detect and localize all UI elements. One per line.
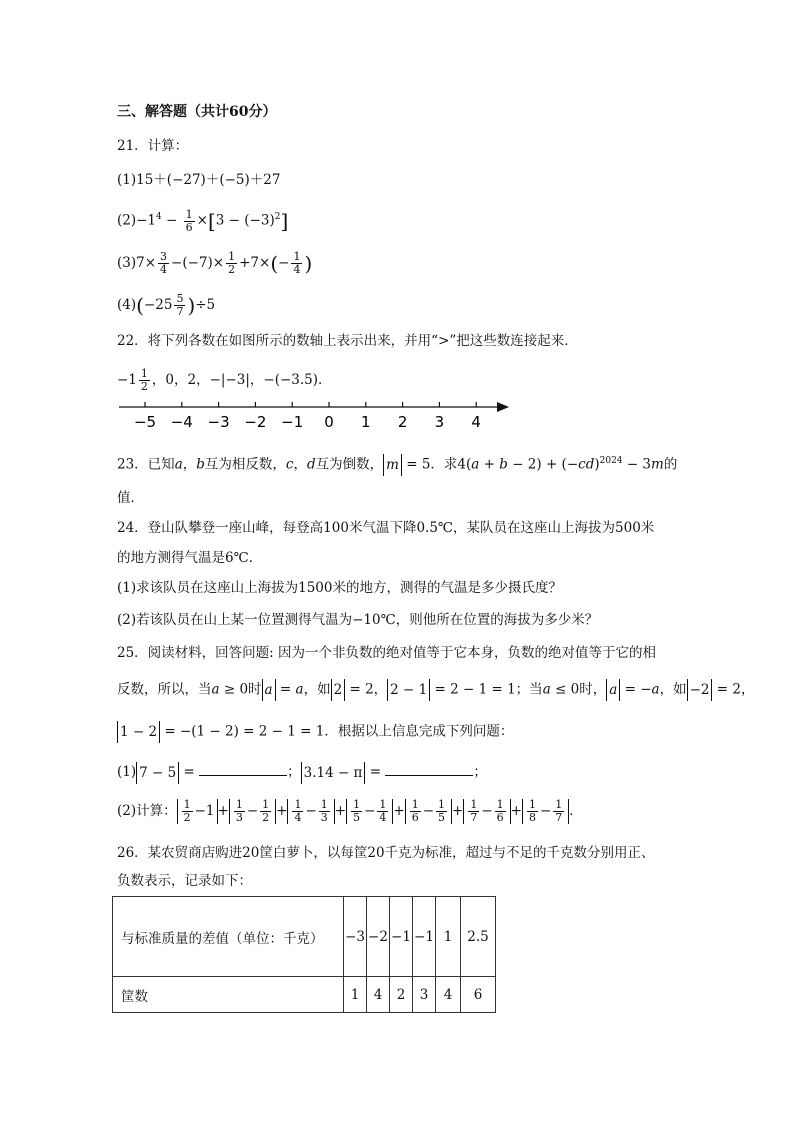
q26-line-1: 26．某农贸商店购进20筐白萝卜，以每筐20千克为标准，超过与不足的千克数分别用正、 xyxy=(117,845,655,861)
tick-label: −2 xyxy=(244,413,267,431)
table-cell: −1 xyxy=(413,897,436,977)
q26-line-2: 负数表示，记录如下： xyxy=(117,873,252,889)
q22-stem: 22．将下列各数在如图所示的数轴上表示出来，并用“>”把这些数连接起来． xyxy=(117,333,578,349)
tick-label: −3 xyxy=(207,413,230,431)
tick-label: 1 xyxy=(361,413,371,431)
tick-label: −5 xyxy=(133,413,157,431)
abs-term: $\frac{1}{2}$ −1 xyxy=(177,799,218,824)
q24-line-2: 的地方测得气温是6℃． xyxy=(117,550,263,566)
q25-line-1: 25．阅读材料，回答问题: 因为一个非负数的绝对值等于它本身，负数的绝对值等于它的相 xyxy=(117,645,657,661)
abs-term: $\frac{1}{3}$ − $\frac{1}{2}$ xyxy=(229,799,276,824)
q21-item-3: (3)7× $\frac{3}{4}$ −(−7)× $\frac{1}{2}$ +7×(− $\frac{1}{4}$ ) xyxy=(117,250,313,276)
section-title: 三、解答题（共计60分） xyxy=(117,104,277,120)
q25-part-2: (2)计算： $\frac{1}{2}$ −1 + $\frac{1}{3}$ − $\frac{1}{2}$ + $\frac{1}{4}$ − $\frac{1}{3}$ + $\frac{1}{5}$ − $\frac{1}{4}$ + $\frac{1}{6}$ − $\frac{1}{5}$ + $\frac{1}{7}$ − $\frac{1}{6}$ + $\frac{1}{8}$ − $\frac{1}{7}$ ． xyxy=(117,798,583,824)
table-row xyxy=(113,977,496,1013)
row-header: 与标准质量的差值（单位：千克） xyxy=(113,897,344,977)
table-cell: −2 xyxy=(367,897,390,977)
answer-blank-1[interactable] xyxy=(199,761,287,776)
tick-label: 4 xyxy=(471,413,481,431)
q25-part-1: (1) 7 − 5 = ； 3.14 − π = ； xyxy=(117,761,487,784)
row-header: 筐数 xyxy=(113,977,344,1013)
tick-label: −4 xyxy=(170,413,193,431)
table-cell: 3 xyxy=(413,977,436,1013)
table-cell: 6 xyxy=(461,977,496,1013)
q21-item-2: $(2)-1^4$ − $\frac{1}{6}$ $\times[3 - (-3)^2]$ xyxy=(117,207,289,234)
q25-line-3: 1 − 2 = −(1 − 2) = 2 − 1 = 1．根据以上信息完成下列问题： xyxy=(117,721,513,743)
tick-label: 0 xyxy=(324,413,334,431)
q21-item-1: (1)15＋(−27)＋(−5)＋27 xyxy=(117,172,281,188)
q25-line-2: 反数，所以，当a ≥ 0时 a = a，如 2 = 2， 2 − 1 = 2 − 1 = 1；当a ≤ 0时， a = −a，如 −2 = 2， xyxy=(117,679,754,701)
table-cell: 4 xyxy=(436,977,461,1013)
tick-label: 3 xyxy=(434,413,445,431)
abs-term: $\frac{1}{7}$ − $\frac{1}{6}$ xyxy=(463,799,510,824)
table-cell: 4 xyxy=(367,977,390,1013)
table-cell: 2.5 xyxy=(461,897,496,977)
table-cell: 1 xyxy=(436,897,461,977)
q22-numbers: −1 $\frac{1}{2}$ ，0，2，−|−3|，−(−3.5)． xyxy=(117,367,332,393)
q24-part-1: (1)求该队员在这座山上海拔为1500米的地方，测得的气温是多少摄氏度？ xyxy=(117,580,562,596)
q21-item-4: (4)(−25 $\frac{5}{7}$ )÷5 xyxy=(117,292,216,318)
number-line xyxy=(117,396,517,436)
abs-term: $\frac{1}{4}$ − $\frac{1}{3}$ xyxy=(287,799,334,824)
data-table xyxy=(112,896,496,1013)
table-cell: −1 xyxy=(390,897,413,977)
abs-term: $\frac{1}{5}$ − $\frac{1}{4}$ xyxy=(346,799,393,824)
abs-term: $\frac{1}{6}$ − $\frac{1}{5}$ xyxy=(405,799,452,824)
q23-stem: 23．已知a，b互为相反数，c，d互为倒数， m = 5．求$4(a + b - 2) + (-cd)^{2024} - 3m$的 xyxy=(117,451,677,476)
tick-label: −1 xyxy=(281,413,304,431)
q21-stem: 21．计算： xyxy=(117,138,189,154)
arrow-right-icon xyxy=(497,402,509,412)
answer-blank-2[interactable] xyxy=(385,761,473,776)
q24-line-1: 24．登山队攀登一座山峰，每登高100米气温下降0.5℃，某队员在这座山上海拔为500米 xyxy=(117,520,655,536)
abs-term: $\frac{1}{8}$ − $\frac{1}{7}$ xyxy=(522,799,569,824)
table-row xyxy=(113,897,496,977)
table-cell: 1 xyxy=(344,977,367,1013)
table-cell: −3 xyxy=(344,897,367,977)
q23-stem-end: 值． xyxy=(117,490,144,506)
tick-label: 2 xyxy=(397,413,408,431)
table-cell: 2 xyxy=(390,977,413,1013)
q24-part-2: (2)若该队员在山上某一位置测得气温为−10℃，则他所在位置的海拔为多少米？ xyxy=(117,612,599,628)
